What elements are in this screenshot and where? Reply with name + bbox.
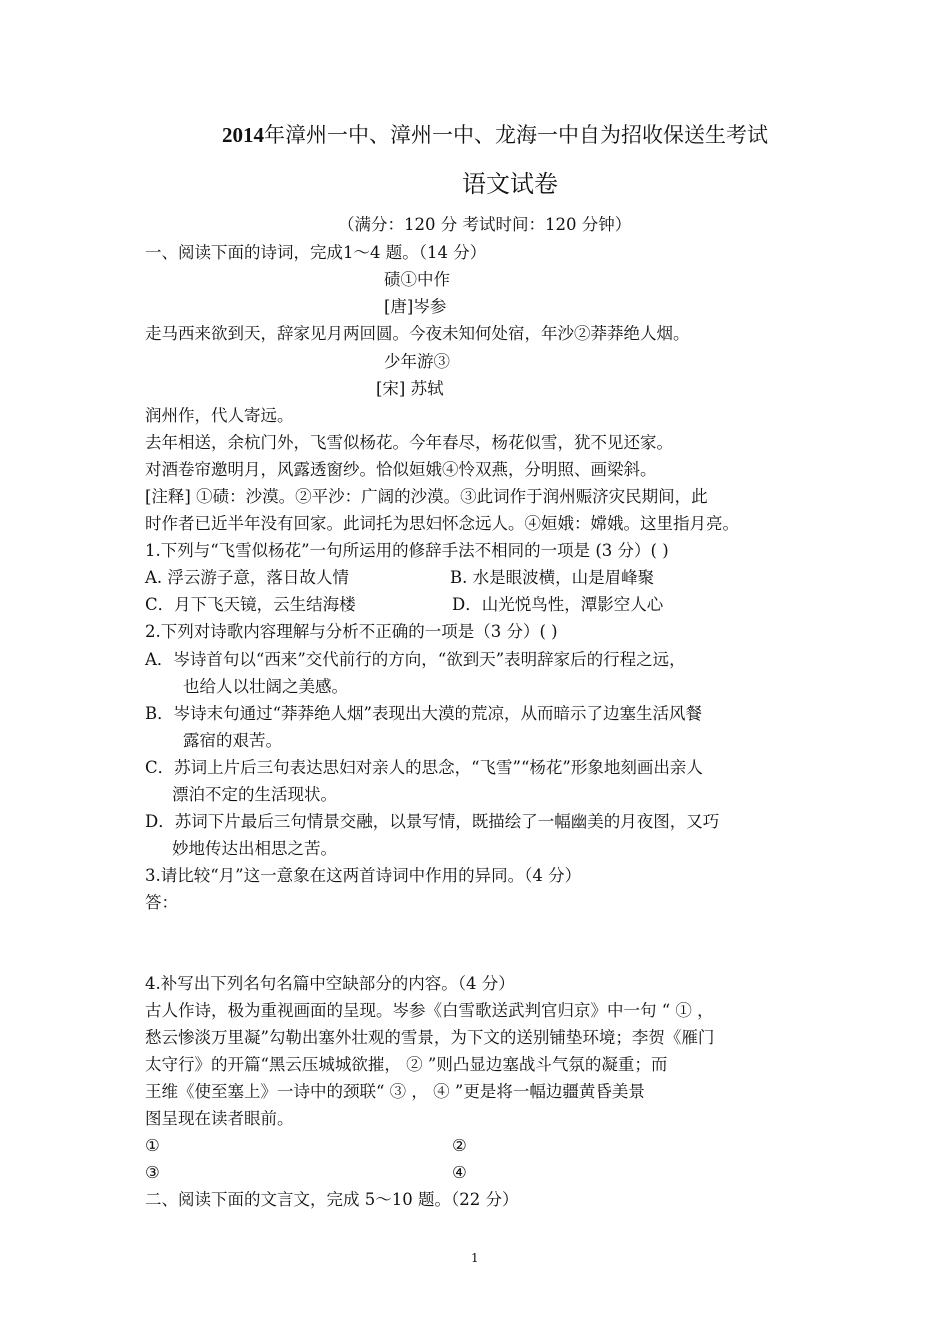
poem2-line-1: 润州作，代人寄远。 xyxy=(145,406,294,425)
q4-line-2: 愁云惨淡万里凝”勾勒出塞外壮观的雪景，为下文的送别铺垫环境；李贺《雁门 xyxy=(145,1028,715,1047)
poem2-line-2: 去年相送，余杭门外，飞雪似杨花。今年春尽，杨花似雪，犹不见还家。 xyxy=(145,433,673,452)
exam-title-text: 年漳州一中、漳州一中、龙海一中自为招收保送生考试 xyxy=(264,123,768,147)
poem2-title: 少年游③ xyxy=(384,352,450,371)
q1-option-b: B. 水是眼波横，山是眉峰聚 xyxy=(450,568,655,587)
q4-line-4: 王维《使至塞上》一诗中的颈联“ ③ ， ④ ”更是将一幅边疆黄昏美景 xyxy=(145,1082,645,1101)
q4-line-5: 图呈现在读者眼前。 xyxy=(145,1109,294,1128)
exam-year: 2014 xyxy=(222,123,264,147)
section1-heading: 一、阅读下面的诗词，完成1～4 题。（14 分） xyxy=(145,243,487,262)
q4-answer-blank-4[interactable]: ④ xyxy=(452,1163,467,1182)
exam-meta: （满分：120 分 考试时间：120 分钟） xyxy=(338,215,632,234)
paper-subtitle: 语文试卷 xyxy=(462,170,558,198)
q2-option-d-line1: D．苏词下片最后三句情景交融，以景写情，既描绘了一幅幽美的月夜图，又巧 xyxy=(145,812,720,831)
q2-option-c-line2: 漂泊不定的生活现状。 xyxy=(172,785,337,804)
q4-line-1: 古人作诗，极为重视画面的呈现。岑参《白雪歌送武判官归京》中一句 “ ① ， xyxy=(145,1001,714,1020)
q4-answer-blank-2[interactable]: ② xyxy=(452,1136,467,1155)
q1-option-c: C．月下飞天镜，云生结海楼 xyxy=(145,595,356,614)
q2-option-a-line1: A．岑诗首句以“西来”交代前行的方向，“欲到天”表明辞家后的行程之远， xyxy=(145,650,686,669)
q4-answer-blank-1[interactable]: ① xyxy=(145,1136,160,1155)
q1-option-a: A. 浮云游子意，落日故人情 xyxy=(145,568,349,587)
poem1-title: 碛①中作 xyxy=(384,270,450,289)
poem1-author: [唐]岑参 xyxy=(384,297,447,316)
q2-option-b-line2: 露宿的艰苦。 xyxy=(183,731,282,750)
notes-line-1: [注释] ①碛：沙漠。②平沙：广阔的沙漠。③此词作于润州赈济灾民期间，此 xyxy=(145,487,708,506)
page-number: 1 xyxy=(471,1251,479,1265)
q4-stem: 4.补写出下列名句名篇中空缺部分的内容。（4 分） xyxy=(145,974,515,993)
q2-option-a-line2: 也给人以壮阔之美感。 xyxy=(183,677,348,696)
q2-option-c-line1: C．苏词上片后三句表达思妇对亲人的思念，“飞雪”“杨花”形象地刻画出亲人 xyxy=(145,758,703,777)
q3-answer-label: 答： xyxy=(145,893,178,912)
q4-line-3: 太守行》的开篇“黑云压城城欲摧， ② ”则凸显边塞战斗气氛的凝重；而 xyxy=(145,1055,668,1074)
q4-answer-blank-3[interactable]: ③ xyxy=(145,1163,160,1182)
q1-stem: 1.下列与“飞雪似杨花”一句所运用的修辞手法不相同的一项是 (3 分）( ) xyxy=(145,541,669,560)
q3-stem: 3.请比较“月”这一意象在这两首诗词中作用的异同。（4 分） xyxy=(145,866,582,885)
q1-option-d: D．山光悦鸟性，潭影空人心 xyxy=(452,595,664,614)
poem2-line-3: 对酒卷帘邀明月，风露透窗纱。恰似姮娥④怜双燕，分明照、画梁斜。 xyxy=(145,460,657,479)
q2-stem: 2.下列对诗歌内容理解与分析不正确的一项是（3 分）( ) xyxy=(145,622,558,641)
exam-title xyxy=(222,125,768,146)
q2-option-d-line2: 妙地传达出相思之苦。 xyxy=(172,839,337,858)
poem1-text: 走马西来欲到天，辞家见月两回圆。今夜未知何处宿，年沙②莽莽绝人烟。 xyxy=(145,324,690,343)
section2-heading: 二、阅读下面的文言文，完成 5～10 题。（22 分） xyxy=(145,1190,519,1209)
notes-line-2: 时作者已近半年没有回家。此词托为思妇怀念远人。④姮娥：嫦娥。这里指月亮。 xyxy=(145,514,739,533)
poem2-author: [宋] 苏轼 xyxy=(376,379,444,398)
q2-option-b-line1: B．岑诗末句通过“莽莽绝人烟”表现出大漠的荒凉，从而暗示了边塞生活风餐 xyxy=(145,704,702,723)
